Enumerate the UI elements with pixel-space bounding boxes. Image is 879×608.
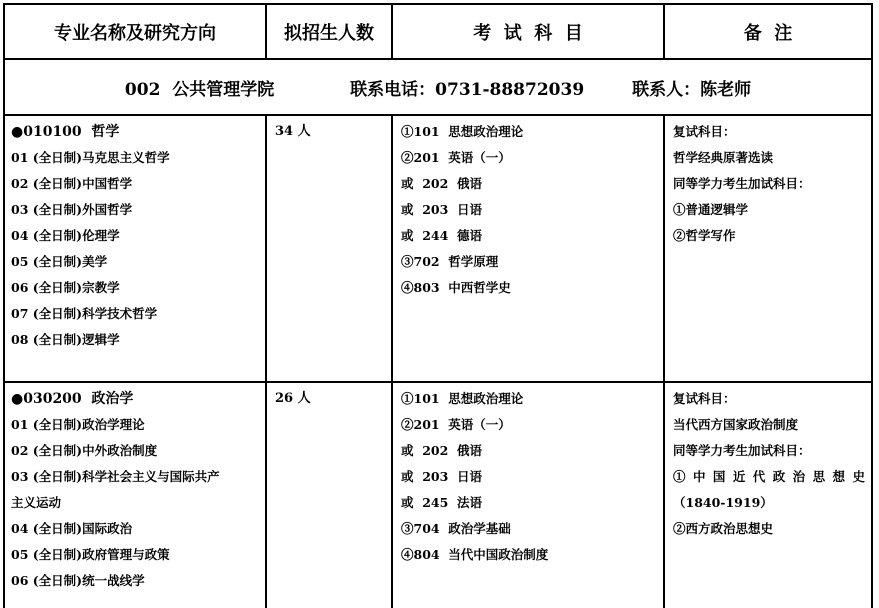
direction-item: 03 (全日制)外国哲学 [11, 202, 133, 217]
major-row [4, 382, 872, 608]
note-item: ②哲学写作 [673, 228, 736, 243]
exam-cell [392, 115, 664, 382]
major-cell [4, 115, 266, 382]
exam-item: 或 245 法语 [401, 495, 482, 510]
header-exam: 考 试 科 目 [392, 4, 664, 59]
section-phone: 联系电话：0731-88872039 [350, 79, 585, 100]
direction-item: 03 (全日制)科学社会主义与国际共产 [11, 469, 220, 484]
direction-item: 04 (全日制)伦理学 [11, 228, 120, 243]
direction-item: 主义运动 [11, 495, 62, 510]
exam-item: ①101 思想政治理论 [401, 124, 524, 139]
exam-item: ③702 哲学原理 [401, 254, 499, 269]
direction-item: 01 (全日制)政治学理论 [11, 417, 145, 432]
quota-value: 26 人 [275, 391, 311, 406]
exam-item: ②201 英语（一） [401, 417, 511, 432]
direction-item: 02 (全日制)中外政治制度 [11, 443, 158, 458]
note-item: 哲学经典原著选读 [673, 150, 774, 165]
note-item: ①普通逻辑学 [673, 202, 749, 217]
exam-item: 或 203 日语 [401, 469, 482, 484]
note-item: 复试科目： [673, 124, 736, 139]
section-row [4, 59, 872, 115]
exam-item: 或 202 俄语 [401, 176, 482, 191]
direction-item: 06 (全日制)宗教学 [11, 280, 120, 295]
direction-item: 07 (全日制)科学技术哲学 [11, 306, 158, 321]
major-row [4, 115, 872, 382]
direction-item: 04 (全日制)国际政治 [11, 521, 133, 536]
note-item: （1840-1919） [673, 495, 773, 510]
exam-item: ④804 当代中国政治制度 [401, 547, 549, 562]
quota-value: 34 人 [275, 124, 311, 139]
major-cell [4, 382, 266, 608]
header-note: 备 注 [664, 4, 872, 59]
exam-item: 或 244 德语 [401, 228, 482, 243]
note-item: 同等学力考生加试科目： [673, 176, 811, 191]
exam-item: ②201 英语（一） [401, 150, 511, 165]
exam-item: ①101 思想政治理论 [401, 391, 524, 406]
direction-item: 05 (全日制)政府管理与政策 [11, 547, 170, 562]
header-row [4, 4, 872, 59]
direction-item: 06 (全日制)统一战线学 [11, 573, 145, 588]
note-item: 当代西方国家政治制度 [673, 417, 799, 432]
note-item: 同等学力考生加试科目： [673, 443, 811, 458]
exam-item: 或 202 俄语 [401, 443, 482, 458]
section-cell [4, 59, 872, 115]
note-cell [664, 382, 872, 608]
note-item: ①中国近代政治思想史 [673, 469, 865, 484]
exam-item: ③704 政治学基础 [401, 521, 511, 536]
exam-item: ④803 中西哲学史 [401, 280, 511, 295]
major-title: ●030200 政治学 [11, 391, 134, 407]
direction-item: 02 (全日制)中国哲学 [11, 176, 133, 191]
note-item: ②西方政治思想史 [673, 521, 774, 536]
admissions-table [3, 3, 873, 608]
direction-item: 01 (全日制)马克思主义哲学 [11, 150, 170, 165]
exam-cell [392, 382, 664, 608]
quota-cell [266, 115, 392, 382]
direction-item: 08 (全日制)逻辑学 [11, 332, 120, 347]
quota-cell [266, 382, 392, 608]
major-title: ●010100 哲学 [11, 124, 120, 140]
section-school: 002 公共管理学院 [124, 79, 275, 100]
note-item: 复试科目： [673, 391, 736, 406]
section-contact: 联系人：陈老师 [632, 79, 752, 100]
note-cell [664, 115, 872, 382]
header-major: 专业名称及研究方向 [4, 4, 266, 59]
header-quota: 拟招生人数 [266, 4, 392, 59]
exam-item: 或 203 日语 [401, 202, 482, 217]
direction-item: 05 (全日制)美学 [11, 254, 108, 269]
